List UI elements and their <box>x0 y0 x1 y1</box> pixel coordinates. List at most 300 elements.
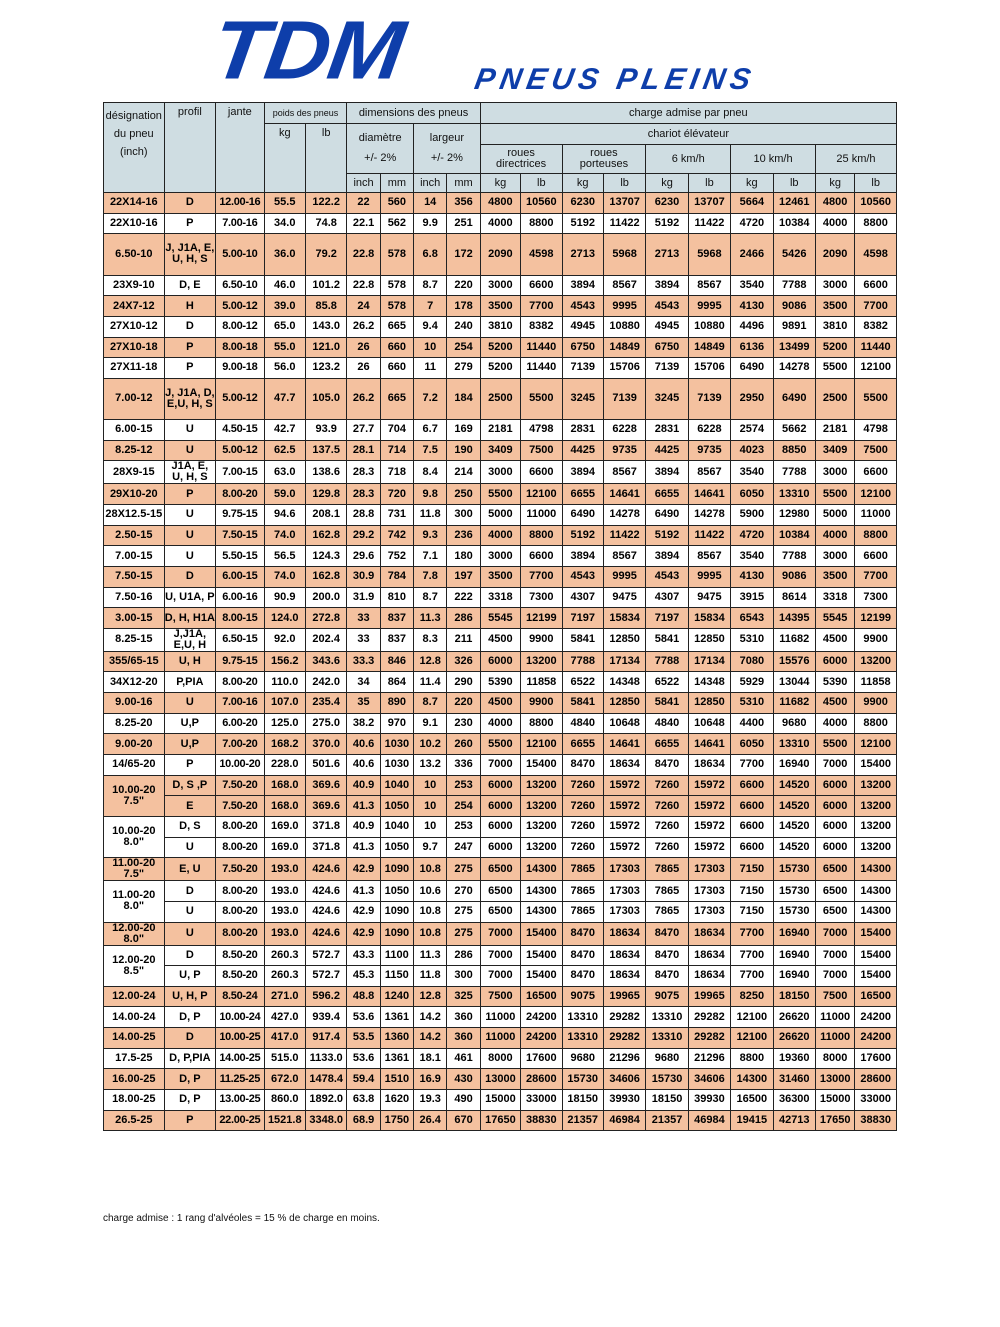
cell-value: 3245 <box>646 378 688 419</box>
cell-value: 8470 <box>562 755 603 776</box>
cell-value: 169.0 <box>264 837 305 858</box>
cell-value: 8470 <box>646 922 688 945</box>
cell-value: 670 <box>447 1110 480 1131</box>
cell-value: 5192 <box>562 213 603 234</box>
header-poids-kg: kg <box>264 124 305 193</box>
cell-value: 14.2 <box>414 1028 447 1049</box>
cell-value: 13310 <box>773 734 815 755</box>
cell-value: 19965 <box>603 986 645 1007</box>
cell-value: 123.2 <box>305 358 346 379</box>
cell-value: 168.2 <box>264 734 305 755</box>
cell-value: 7700 <box>855 566 897 587</box>
table-row <box>104 213 897 234</box>
cell-value: 4000 <box>815 525 854 546</box>
cell-value: 7700 <box>521 296 562 317</box>
cell-value: 1133.0 <box>305 1048 346 1069</box>
cell-value: 9086 <box>773 296 815 317</box>
cell-value: 18634 <box>603 945 645 966</box>
cell-profil: D, P <box>164 1069 216 1090</box>
cell-value: 74.0 <box>264 525 305 546</box>
cell-value: 14641 <box>603 734 645 755</box>
cell-value: 11 <box>414 358 447 379</box>
cell-value: 17134 <box>603 651 645 672</box>
cell-designation: 7.50-16 <box>104 587 165 608</box>
cell-value: 4023 <box>731 440 773 461</box>
cell-value: 11000 <box>855 505 897 526</box>
cell-designation: 2.50-15 <box>104 525 165 546</box>
cell-value: 864 <box>380 672 413 693</box>
cell-value: 3409 <box>815 440 854 461</box>
cell-value: 14 <box>414 193 447 214</box>
cell-profil: D, S ,P <box>164 775 216 796</box>
cell-value: 7139 <box>688 378 730 419</box>
cell-value: 29282 <box>688 1007 730 1028</box>
cell-value: 11.3 <box>414 608 447 629</box>
cell-value: 21296 <box>603 1048 645 1069</box>
cell-value: 15972 <box>603 775 645 796</box>
cell-jante: 5.00-12 <box>216 378 264 419</box>
cell-value: 4000 <box>480 713 520 734</box>
cell-value: 7788 <box>646 651 688 672</box>
cell-value: 9735 <box>688 440 730 461</box>
cell-value: 7.8 <box>414 566 447 587</box>
cell-value: 846 <box>380 651 413 672</box>
cell-value: 3000 <box>815 461 854 484</box>
cell-value: 275 <box>447 901 480 922</box>
cell-value: 6230 <box>562 193 603 214</box>
cell-value: 17600 <box>521 1048 562 1069</box>
cell-value: 784 <box>380 566 413 587</box>
cell-value: 16500 <box>521 986 562 1007</box>
cell-value: 8850 <box>773 440 815 461</box>
cell-value: 34 <box>347 672 380 693</box>
cell-value: 17303 <box>688 901 730 922</box>
cell-value: 22 <box>347 193 380 214</box>
cell-value: 2466 <box>731 234 773 275</box>
table-row <box>104 566 897 587</box>
cell-value: 79.2 <box>305 234 346 275</box>
cell-jante: 6.50-10 <box>216 275 264 296</box>
cell-value: 46984 <box>603 1110 645 1131</box>
cell-value: 271.0 <box>264 986 305 1007</box>
cell-value: 24200 <box>521 1007 562 1028</box>
cell-value: 1090 <box>380 922 413 945</box>
cell-value: 14520 <box>773 775 815 796</box>
cell-value: 275 <box>447 922 480 945</box>
cell-value: 11440 <box>855 337 897 358</box>
table-row <box>104 316 897 337</box>
cell-value: 19.3 <box>414 1090 447 1111</box>
cell-value: 12199 <box>521 608 562 629</box>
cell-value: 10 <box>414 796 447 817</box>
header-unit: mm <box>380 174 413 193</box>
cell-value: 28.8 <box>347 505 380 526</box>
cell-jante: 7.00-16 <box>216 213 264 234</box>
cell-value: 10648 <box>688 713 730 734</box>
cell-value: 28.3 <box>347 461 380 484</box>
cell-value: 15730 <box>562 1069 603 1090</box>
table-row <box>104 420 897 441</box>
cell-designation: 6.50-10 <box>104 234 165 275</box>
cell-value: 3000 <box>480 546 520 567</box>
cell-value: 11000 <box>815 1028 854 1049</box>
cell-value: 56.0 <box>264 358 305 379</box>
cell-value: 53.6 <box>347 1007 380 1028</box>
cell-value: 3000 <box>815 546 854 567</box>
cell-value: 7.1 <box>414 546 447 567</box>
cell-value: 560 <box>380 193 413 214</box>
cell-value: 3540 <box>731 275 773 296</box>
cell-jante: 8.00-15 <box>216 608 264 629</box>
cell-value: 8800 <box>521 213 562 234</box>
cell-profil: D, H, H1A <box>164 608 216 629</box>
cell-value: 27.7 <box>347 420 380 441</box>
cell-value: 4543 <box>646 296 688 317</box>
cell-value: 5900 <box>731 505 773 526</box>
cell-value: 14641 <box>688 484 730 505</box>
cell-value: 17303 <box>603 881 645 902</box>
cell-value: 24200 <box>521 1028 562 1049</box>
cell-value: 8470 <box>562 922 603 945</box>
cell-value: 8470 <box>646 755 688 776</box>
cell-value: 6000 <box>815 837 854 858</box>
table-row <box>104 816 897 837</box>
cell-value: 11.4 <box>414 672 447 693</box>
cell-value: 48.8 <box>347 986 380 1007</box>
cell-value: 7700 <box>731 945 773 966</box>
cell-value: 8470 <box>562 945 603 966</box>
cell-value: 33000 <box>855 1090 897 1111</box>
cell-value: 9475 <box>688 587 730 608</box>
cell-designation: 7.50-15 <box>104 566 165 587</box>
cell-value: 5968 <box>688 234 730 275</box>
cell-profil: J, J1A, E, U, H, S <box>164 234 216 275</box>
cell-value: 5310 <box>731 693 773 714</box>
cell-value: 6600 <box>521 546 562 567</box>
cell-value: 6.7 <box>414 420 447 441</box>
cell-value: 168.0 <box>264 796 305 817</box>
cell-value: 15972 <box>688 816 730 837</box>
cell-jante: 7.50-20 <box>216 858 264 881</box>
cell-value: 4307 <box>646 587 688 608</box>
cell-value: 15400 <box>521 966 562 987</box>
cell-value: 13200 <box>855 816 897 837</box>
cell-value: 578 <box>380 234 413 275</box>
cell-value: 45.3 <box>347 966 380 987</box>
table-row <box>104 796 897 817</box>
cell-value: 2831 <box>646 420 688 441</box>
cell-designation: 27X10-18 <box>104 337 165 358</box>
cell-value: 7000 <box>815 755 854 776</box>
cell-value: 1050 <box>380 796 413 817</box>
table-row <box>104 275 897 296</box>
cell-value: 14300 <box>521 858 562 881</box>
cell-value: 9.8 <box>414 484 447 505</box>
header-diametre-label: diamètre <box>358 132 402 144</box>
cell-value: 9995 <box>688 296 730 317</box>
cell-value: 12100 <box>521 484 562 505</box>
cell-value: 14.2 <box>414 1007 447 1028</box>
table-row <box>104 693 897 714</box>
cell-value: 7700 <box>521 566 562 587</box>
cell-value: 9900 <box>855 628 897 651</box>
cell-jante: 5.00-12 <box>216 296 264 317</box>
cell-value: 9.3 <box>414 525 447 546</box>
cell-value: 11682 <box>773 693 815 714</box>
cell-value: 2500 <box>480 378 520 419</box>
cell-value: 360 <box>447 1007 480 1028</box>
cell-value: 9.9 <box>414 213 447 234</box>
cell-value: 5200 <box>815 337 854 358</box>
cell-value: 3409 <box>480 440 520 461</box>
cell-value: 8000 <box>480 1048 520 1069</box>
cell-value: 4800 <box>480 193 520 214</box>
cell-value: 6.8 <box>414 234 447 275</box>
header-unit: lb <box>688 174 730 193</box>
cell-profil: J,J1A, E,U, H <box>164 628 216 651</box>
cell-value: 41.3 <box>347 796 380 817</box>
cell-value: 18634 <box>603 755 645 776</box>
cell-value: 14395 <box>773 608 815 629</box>
cell-value: 13200 <box>521 816 562 837</box>
cell-value: 3500 <box>480 566 520 587</box>
cell-value: 9680 <box>773 713 815 734</box>
cell-value: 6490 <box>773 378 815 419</box>
cell-value: 5929 <box>731 672 773 693</box>
table-row <box>104 1110 897 1131</box>
cell-value: 2574 <box>731 420 773 441</box>
cell-value: 326 <box>447 651 480 672</box>
table-row <box>104 1090 897 1111</box>
cell-value: 6750 <box>562 337 603 358</box>
cell-value: 14278 <box>688 505 730 526</box>
cell-value: 8800 <box>855 525 897 546</box>
cell-value: 9.7 <box>414 837 447 858</box>
cell-value: 4598 <box>521 234 562 275</box>
cell-value: 31460 <box>773 1069 815 1090</box>
cell-profil: D <box>164 193 216 214</box>
cell-value: 254 <box>447 337 480 358</box>
cell-value: 6136 <box>731 337 773 358</box>
cell-value: 300 <box>447 966 480 987</box>
header-unit: lb <box>521 174 562 193</box>
cell-value: 11.8 <box>414 966 447 987</box>
cell-value: 12100 <box>731 1028 773 1049</box>
cell-value: 11422 <box>603 213 645 234</box>
cell-designation: 27X11-18 <box>104 358 165 379</box>
cell-value: 14278 <box>603 505 645 526</box>
cell-value: 47.7 <box>264 378 305 419</box>
cell-value: 74.0 <box>264 566 305 587</box>
cell-jante: 8.50-24 <box>216 986 264 1007</box>
cell-value: 6230 <box>646 193 688 214</box>
cell-value: 90.9 <box>264 587 305 608</box>
tdm-logo <box>206 4 778 97</box>
cell-designation: 9.00-20 <box>104 734 165 755</box>
cell-value: 7700 <box>731 966 773 987</box>
cell-designation: 8.25-20 <box>104 713 165 734</box>
cell-profil: P <box>164 213 216 234</box>
cell-value: 11422 <box>688 525 730 546</box>
cell-designation: 355/65-15 <box>104 651 165 672</box>
cell-value: 39.0 <box>264 296 305 317</box>
cell-value: 3810 <box>815 316 854 337</box>
cell-value: 17650 <box>815 1110 854 1131</box>
cell-value: 260.3 <box>264 966 305 987</box>
cell-profil: D <box>164 1028 216 1049</box>
cell-value: 11000 <box>480 1007 520 1028</box>
cell-value: 4500 <box>815 693 854 714</box>
cell-value: 85.8 <box>305 296 346 317</box>
cell-value: 122.2 <box>305 193 346 214</box>
cell-profil: P,PIA <box>164 672 216 693</box>
cell-profil: U <box>164 922 216 945</box>
cell-value: 6543 <box>731 608 773 629</box>
cell-value: 3500 <box>480 296 520 317</box>
cell-designation: 28X12.5-15 <box>104 505 165 526</box>
tire-spec-table <box>103 102 897 1131</box>
cell-jante: 6.00-15 <box>216 566 264 587</box>
cell-value: 6655 <box>646 484 688 505</box>
cell-value: 4543 <box>562 566 603 587</box>
cell-value: 5500 <box>855 378 897 419</box>
cell-designation: 18.00-25 <box>104 1090 165 1111</box>
cell-designation: 29X10-20 <box>104 484 165 505</box>
cell-value: 15834 <box>688 608 730 629</box>
cell-value: 4800 <box>815 193 854 214</box>
cell-value: 53.6 <box>347 1048 380 1069</box>
cell-value: 39930 <box>688 1090 730 1111</box>
cell-value: 15834 <box>603 608 645 629</box>
cell-value: 19415 <box>731 1110 773 1131</box>
cell-value: 1100 <box>380 945 413 966</box>
cell-value: 193.0 <box>264 858 305 881</box>
cell-value: 11440 <box>521 337 562 358</box>
cell-value: 8.4 <box>414 461 447 484</box>
cell-value: 4500 <box>480 693 520 714</box>
cell-value: 29.6 <box>347 546 380 567</box>
cell-value: 6600 <box>731 775 773 796</box>
cell-value: 1361 <box>380 1007 413 1028</box>
cell-value: 43.3 <box>347 945 380 966</box>
cell-value: 15730 <box>773 881 815 902</box>
cell-value: 14300 <box>855 881 897 902</box>
cell-value: 6490 <box>731 358 773 379</box>
cell-value: 562 <box>380 213 413 234</box>
table-row <box>104 755 897 776</box>
cell-value: 7.5 <box>414 440 447 461</box>
cell-value: 169.0 <box>264 816 305 837</box>
cell-value: 7000 <box>480 922 520 945</box>
cell-value: 16500 <box>731 1090 773 1111</box>
cell-value: 235.4 <box>305 693 346 714</box>
cell-value: 718 <box>380 461 413 484</box>
cell-value: 15972 <box>688 775 730 796</box>
cell-jante: 8.00-20 <box>216 837 264 858</box>
cell-value: 275.0 <box>305 713 346 734</box>
cell-value: 3245 <box>562 378 603 419</box>
cell-value: 18634 <box>688 755 730 776</box>
cell-value: 9900 <box>521 693 562 714</box>
cell-value: 220 <box>447 275 480 296</box>
cell-value: 33000 <box>521 1090 562 1111</box>
footnote: charge admise : 1 rang d'alvéoles = 15 % de charge en moins. <box>103 1213 380 1224</box>
cell-value: 837 <box>380 628 413 651</box>
cell-designation: 10.00-20 8.0" <box>104 816 165 857</box>
cell-profil: U, P <box>164 966 216 987</box>
cell-value: 12.8 <box>414 986 447 1007</box>
cell-value: 515.0 <box>264 1048 305 1069</box>
cell-profil: H <box>164 296 216 317</box>
cell-value: 46.0 <box>264 275 305 296</box>
cell-value: 279 <box>447 358 480 379</box>
cell-value: 596.2 <box>305 986 346 1007</box>
cell-value: 9.4 <box>414 316 447 337</box>
cell-value: 38.2 <box>347 713 380 734</box>
cell-value: 16.9 <box>414 1069 447 1090</box>
cell-value: 13200 <box>521 651 562 672</box>
cell-value: 665 <box>380 378 413 419</box>
cell-value: 16940 <box>773 922 815 945</box>
cell-designation: 12.00-20 8.5" <box>104 945 165 986</box>
cell-value: 7788 <box>773 546 815 567</box>
header-unit: inch <box>414 174 447 193</box>
cell-value: 2713 <box>646 234 688 275</box>
cell-value: 356 <box>447 193 480 214</box>
cell-value: 180 <box>447 546 480 567</box>
cell-value: 21296 <box>688 1048 730 1069</box>
cell-value: 13200 <box>855 651 897 672</box>
cell-value: 6522 <box>562 672 603 693</box>
cell-value: 5426 <box>773 234 815 275</box>
cell-designation: 6.00-15 <box>104 420 165 441</box>
cell-value: 124.3 <box>305 546 346 567</box>
cell-value: 13310 <box>773 484 815 505</box>
cell-value: 6500 <box>815 901 854 922</box>
cell-value: 4840 <box>646 713 688 734</box>
cell-value: 6490 <box>562 505 603 526</box>
cell-value: 5310 <box>731 628 773 651</box>
cell-value: 5200 <box>480 337 520 358</box>
cell-value: 7300 <box>855 587 897 608</box>
cell-value: 4500 <box>815 628 854 651</box>
cell-value: 10560 <box>855 193 897 214</box>
cell-designation: 23X9-10 <box>104 275 165 296</box>
cell-value: 742 <box>380 525 413 546</box>
cell-value: 15576 <box>773 651 815 672</box>
cell-profil: D <box>164 945 216 966</box>
cell-value: 41.3 <box>347 881 380 902</box>
cell-value: 7000 <box>480 755 520 776</box>
cell-profil: J1A, E, U, H, S <box>164 461 216 484</box>
cell-value: 3500 <box>815 566 854 587</box>
cell-value: 8614 <box>773 587 815 608</box>
cell-designation: 24X7-12 <box>104 296 165 317</box>
cell-jante: 7.50-15 <box>216 525 264 546</box>
cell-value: 138.6 <box>305 461 346 484</box>
cell-value: 4543 <box>646 566 688 587</box>
cell-value: 9086 <box>773 566 815 587</box>
table-row <box>104 775 897 796</box>
cell-value: 230 <box>447 713 480 734</box>
cell-value: 247 <box>447 837 480 858</box>
cell-value: 16940 <box>773 945 815 966</box>
cell-value: 24200 <box>855 1007 897 1028</box>
cell-value: 6050 <box>731 734 773 755</box>
cell-value: 5500 <box>815 484 854 505</box>
logo-tdm: TDM <box>206 4 409 97</box>
cell-value: 4543 <box>562 296 603 317</box>
